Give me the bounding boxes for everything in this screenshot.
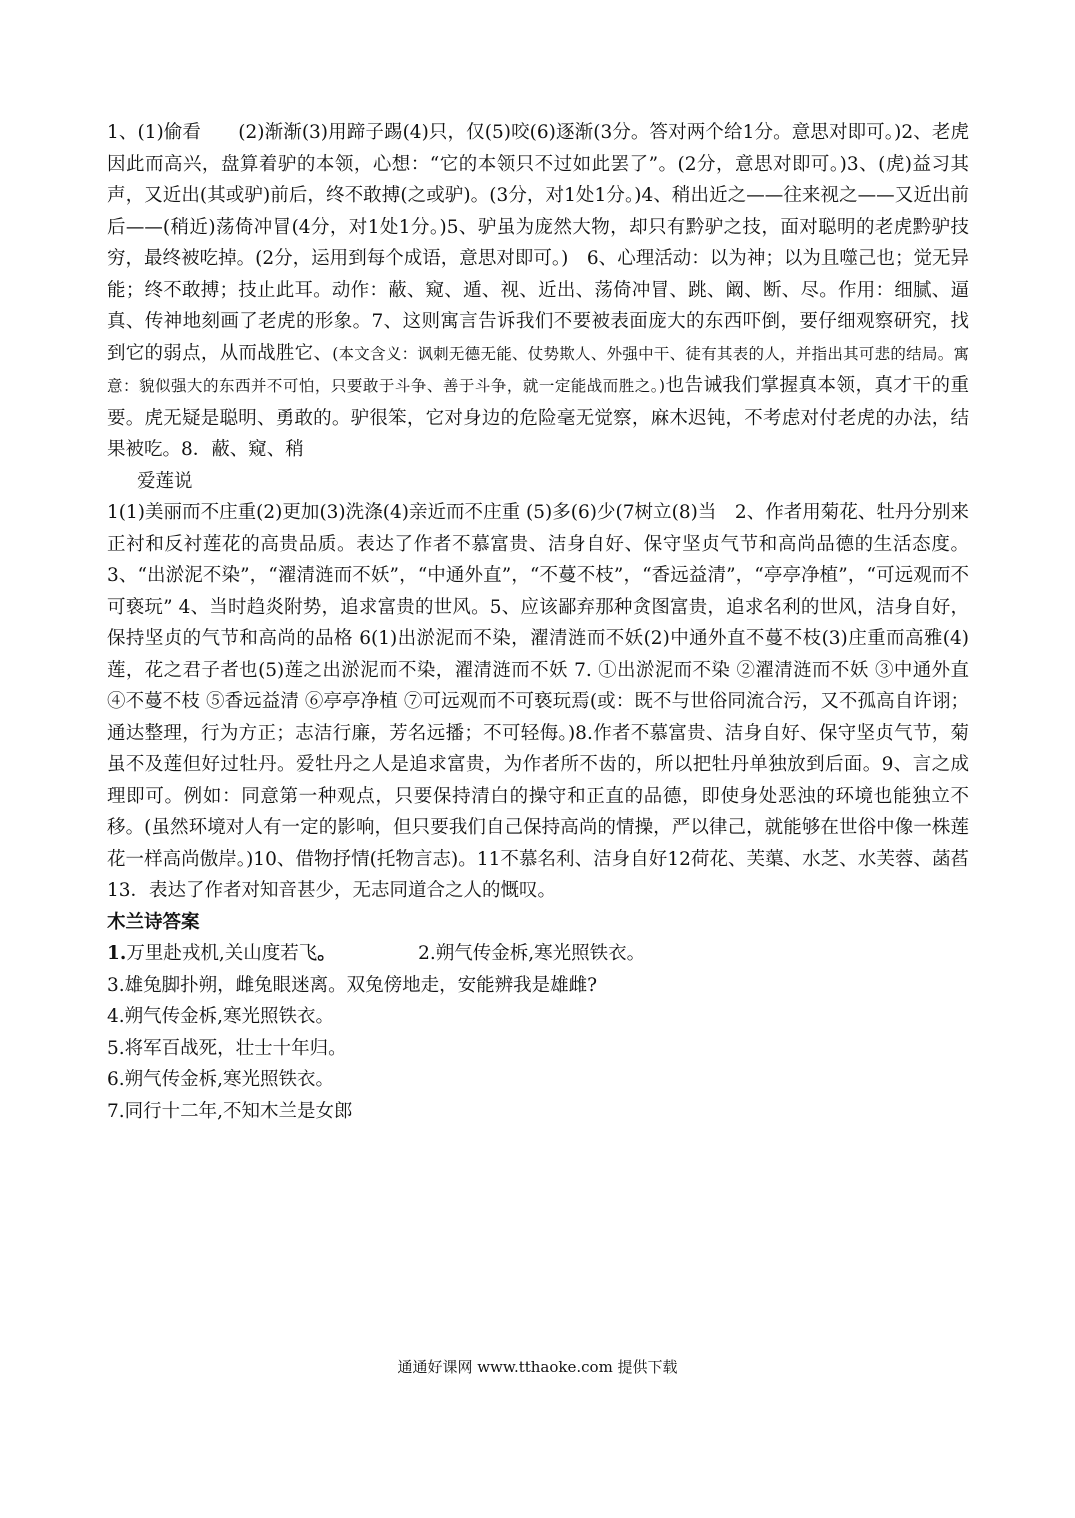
mulan-line-4: 4.朔气传金柝,寒光照铁衣。 — [107, 1006, 335, 1027]
ailian-answers: 1(1)美丽而不庄重(2)更加(3)洗涤(4)亲近而不庄重 (5)多(6)少(7树立(8)当 2、作者用菊花、牡丹分别来正衬和反衬莲花的高贵品质。表达了作者不慕富贵、洁身自好、保守坚贞气节和高尚品德的生活态度。3、“出淤泥不染”，“濯清涟而不妖”，“中通外直”，“不蔓不枝”，“香远益清”，“亭亭净植”，“可远观而不可亵玩” 4、当时趋炎附势，追求富贵的世风。5、应该鄙弃那种贪图富贵，追求名利的世风，洁身自好，保持坚贞的气节和高尚的品格 6(1)出淤泥而不染，濯清涟而不妖(2)中通外直不蔓不枝(3)庄重而高雅(4)莲，花之君子者也(5)莲之出淤泥而不染，濯清涟而不妖 7. ①出淤泥而不染 ②濯清涟而不妖 ③中通外直 ④不蔓不枝 ⑤香远益清 ⑥亭亭净植 ⑦可远观而不可亵玩焉(或：既不与世俗同流合污，又不孤高自许诩；通达整理，行为方正；志洁行廉，芳名远播；不可轻侮。)8.作者不慕富贵、洁身自好、保守坚贞气节，菊虽不及莲但好过牡丹。爱牡丹之人是追求富贵，为作者所不齿的，所以把牡丹单独放到后面。9、言之成理即可。例如：同意第一种观点，只要保持清白的操守和正直的品德，即使身处恶浊的环境也能独立不移。(虽然环境对人有一定的影响，但只要我们自己保持高尚的情操，严以律己，就能够在世俗中像一株莲花一样高尚傲岸。)10、借物抒情(托物言志)。11不慕名利、洁身自好12荷花、芙蕖、水芝、水芙蓉、菡萏13．表达了作者对知音甚少，无志同道合之人的慨叹。 — [107, 502, 969, 901]
mulan-line-1-num: 1. — [107, 943, 127, 964]
mulan-line-1-gap — [336, 943, 418, 964]
mulan-line-7: 7.同行十二年,不知木兰是女郎 — [107, 1100, 353, 1122]
page-footer: 通通好课网 www.tthaoke.com 提供下载 — [397, 1358, 678, 1376]
mulan-line-2: 2.朔气传金柝,寒光照铁衣。 — [418, 943, 646, 964]
document-body — [107, 117, 969, 1127]
mulan-line-1 — [107, 938, 969, 970]
mulan-line-6: 6.朔气传金柝,寒光照铁衣。 — [107, 1069, 335, 1090]
answers-note-small: (本文含义：讽刺无德无能、仗势欺人、外强中干、徒有其表的人，并指出其可悲的结局。寓意：貌似强大的东西并不可怕，只要敢于斗争、善于斗争，就一定能战而胜之。) — [107, 344, 969, 395]
mulan-line-1-dot: 。 — [317, 943, 336, 964]
qianlvzhiji-answers — [107, 117, 969, 466]
answers-part-b: 也告诫我们掌握真本领，真才干的重要。虎无疑是聪明、勇敢的。驴很笨，它对身边的危险毫无觉察，麻木迟钝，不考虑对付老虎的办法，结果被吃。8．蔽、窥、稍 — [107, 375, 969, 460]
mulan-title: 木兰诗答案 — [107, 911, 200, 933]
answers-part-a: 1、(1)偷看 (2)渐渐(3)用蹄子踢(4)只，仅(5)咬(6)逐渐(3分。答对两个给1分。意思对即可。)2、老虎因此而高兴，盘算着驴的本领，心想：“它的本领只不过如此罢了”。(2分，意思对即可。)3、(虎)益习其声，又近出(其或驴)前后，终不敢搏(之或驴)。(3分，对1处1分。)4、稍出近之——往来视之——又近出前后——(稍近)荡倚冲冒(4分，对1处1分。)5、驴虽为庞然大物，却只有黔驴之技，面对聪明的老虎黔驴技穷，最终被吃掉。(2分，运用到每个成语，意思对即可。) 6、心理活动：以为神；以为且噬己也；觉无异能；终不敢搏；技止此耳。动作：蔽、窥、遁、视、近出、荡倚冲冒、跳、阚、断、尽。作用：细腻、逼真、传神地刻画了老虎的形象。7、这则寓言告诉我们不要被表面庞大的东西吓倒，要仔细观察研究，找到它的弱点，从而战胜它、 — [107, 122, 969, 364]
ailian-title: 爱莲说 — [137, 470, 193, 492]
mulan-line-1-text: 万里赴戎机,关山度若飞 — [126, 943, 318, 964]
mulan-line-3: 3.雄兔脚扑朔，雌兔眼迷离。双兔傍地走，安能辨我是雄雌? — [107, 974, 598, 996]
mulan-line-5: 5.将军百战死，壮士十年归。 — [107, 1037, 347, 1059]
